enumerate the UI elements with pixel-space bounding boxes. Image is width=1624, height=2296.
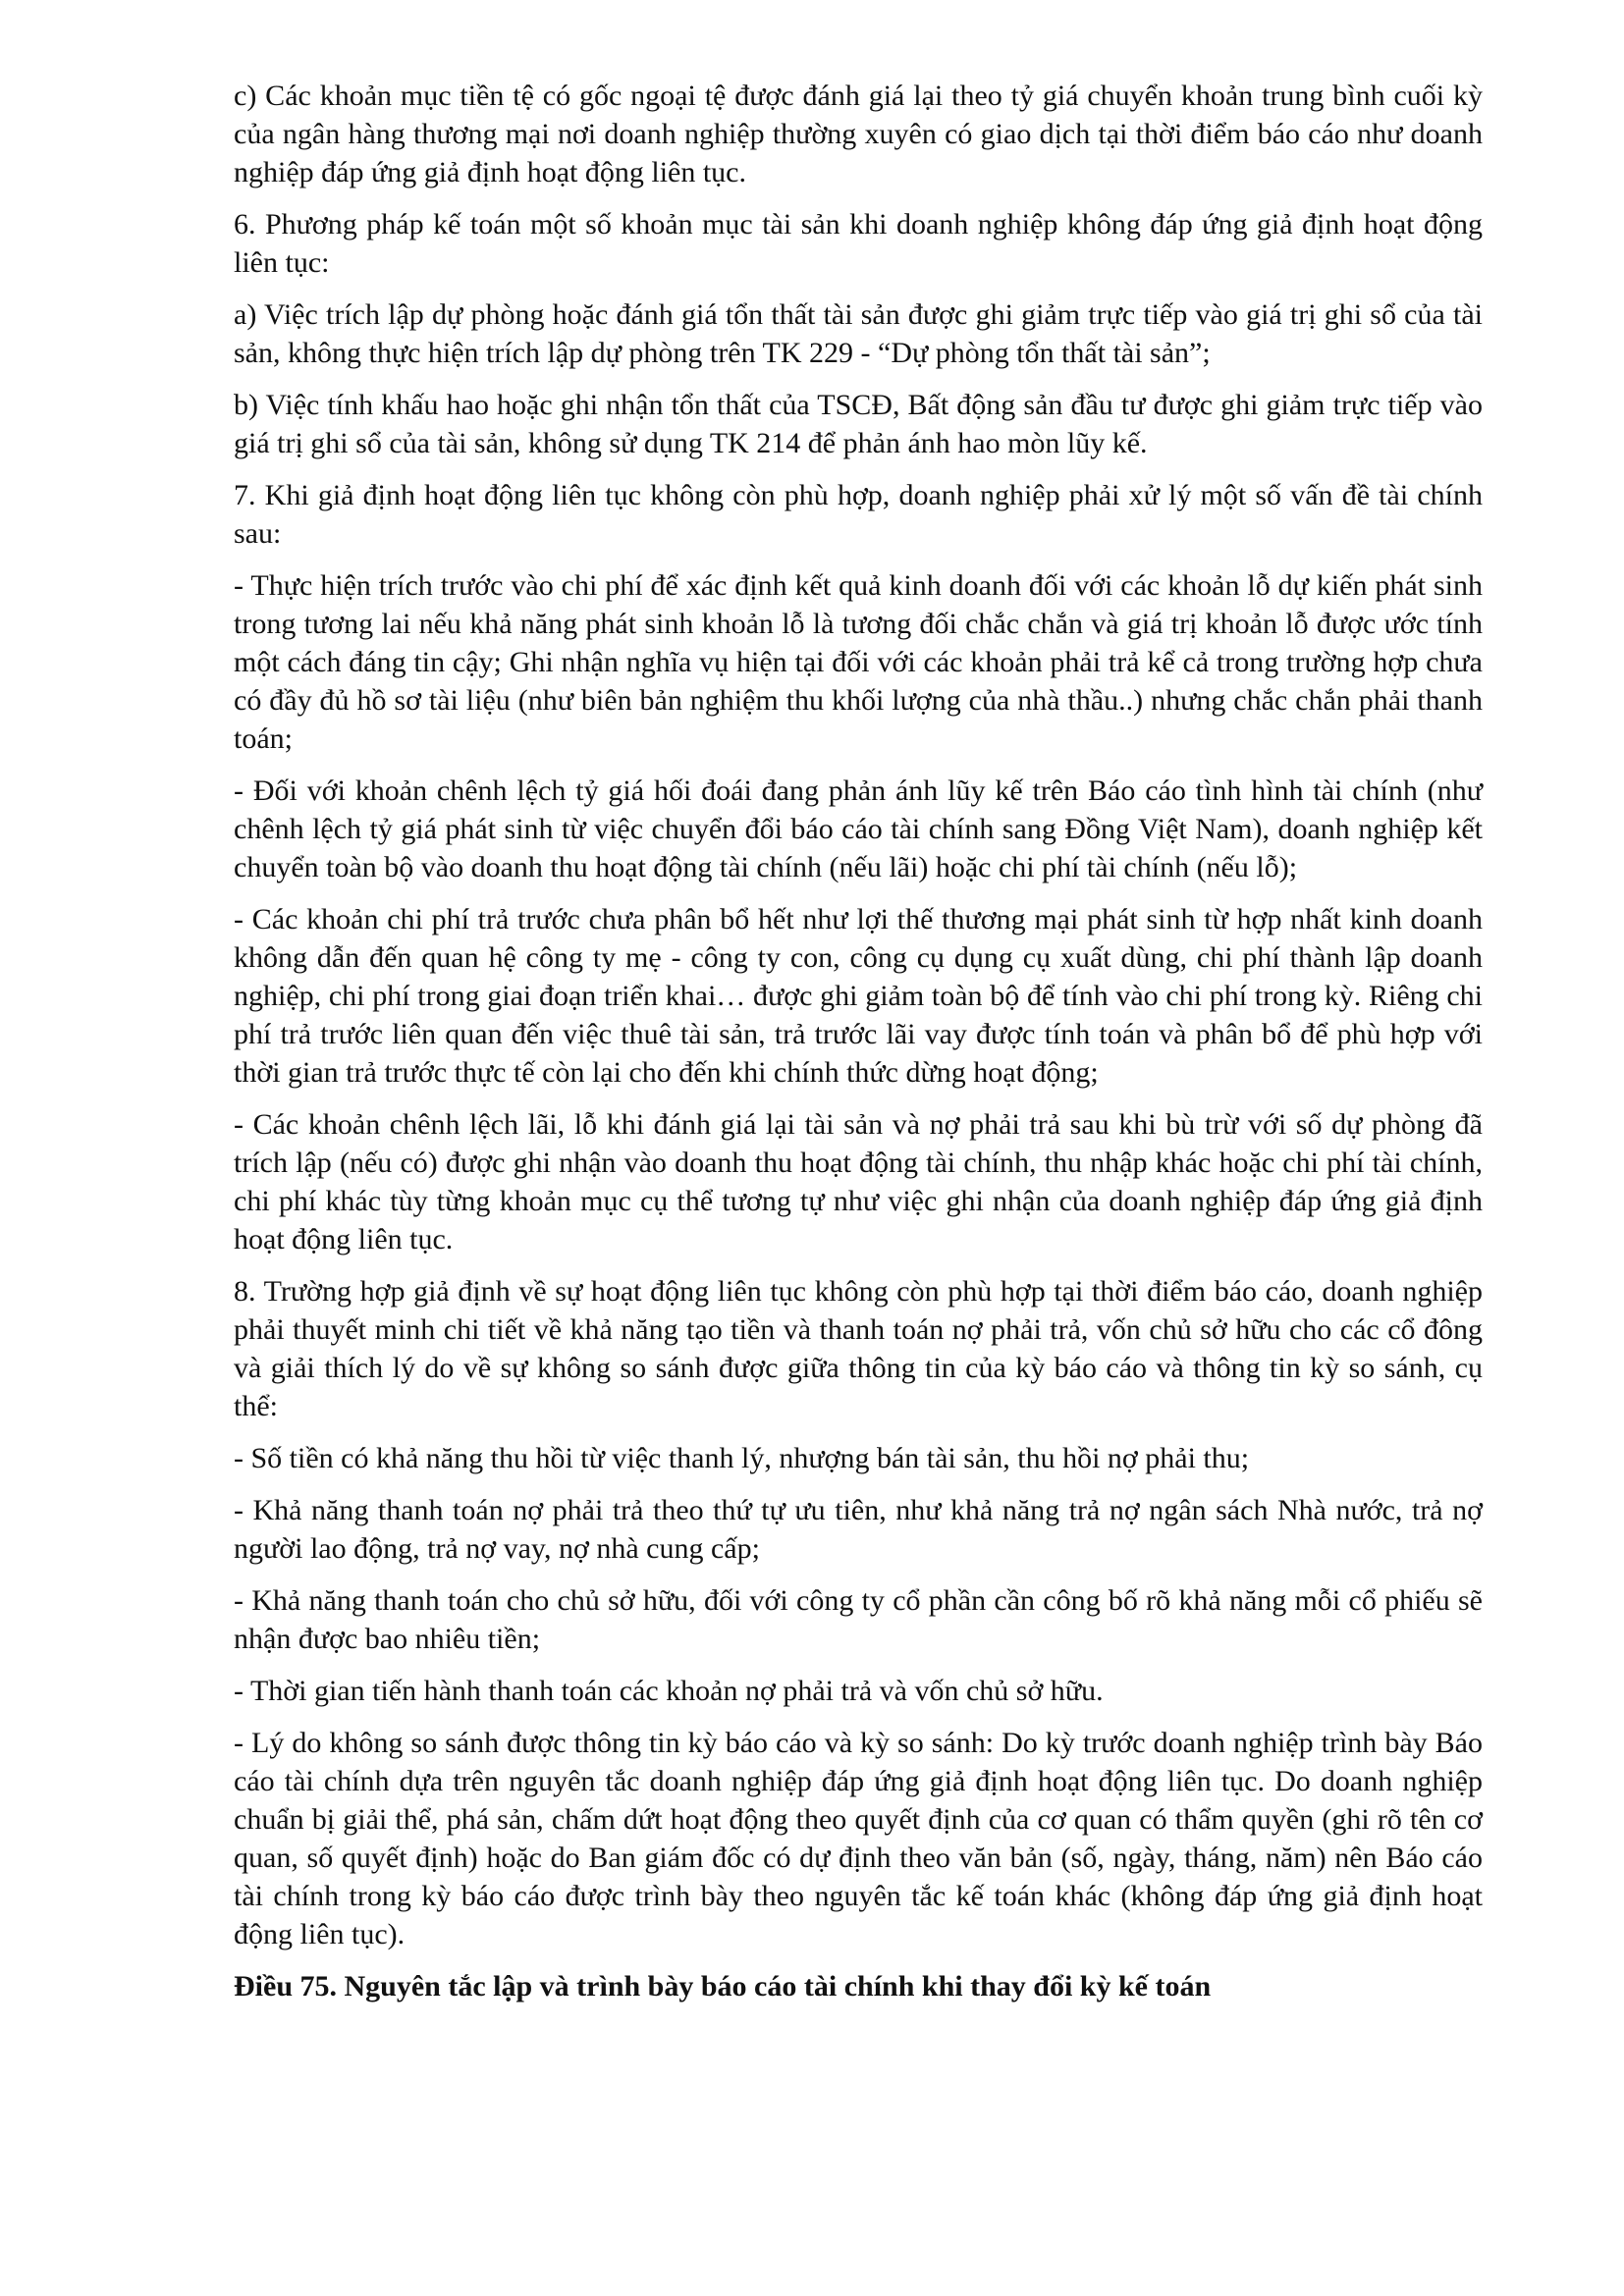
paragraph-bullet-payment-time: - Thời gian tiến hành thanh toán các khoản nợ phải trả và vốn chủ sở hữu. [234,1675,1104,1707]
paragraph-bullet-prepaid-expenses: - Các khoản chi phí trả trước chưa phân bổ hết như lợi thế thương mại phát sinh từ hợp nhất kinh doanh không dẫn đến quan hệ công ty mẹ - công ty con, công cụ dụng cụ xuất dùng, chi phí thành lập doanh nghiệp, chi phí trong giai đoạn triển khai… được ghi giảm toàn bộ để tính vào chi phí trong kỳ. Riêng chi phí trả trước liên quan đến việc thuê tài sản, trả trước lãi vay được tính toán và phân bổ để phù hợp với thời gian trả trước thực tế còn lại cho đến khi chính thức dừng hoạt động; [234,903,1483,1089]
paragraph-bullet-payment-priority: - Khả năng thanh toán nợ phải trả theo thứ tự ưu tiên, như khả năng trả nợ ngân sách Nhà nước, trả nợ người lao động, trả nợ vay, nợ nhà cung cấp; [234,1494,1483,1565]
paragraph-bullet-accrued-losses: - Thực hiện trích trước vào chi phí để xác định kết quả kinh doanh đối với các khoản lỗ dự kiến phát sinh trong tương lai nếu khả năng phát sinh khoản lỗ là tương đối chắc chắn và giá trị khoản lỗ được ước tính một cách đáng tin cậy; Ghi nhận nghĩa vụ hiện tại đối với các khoản phải trả kể cả trong trường hợp chưa có đầy đủ hồ sơ tài liệu (như biên bản nghiệm thu khối lượng của nhà thầu..) nhưng chắc chắn phải thanh toán; [234,569,1483,755]
paragraph-bullet-recoverable-amount: - Số tiền có khả năng thu hồi từ việc thanh lý, nhượng bán tài sản, thu hồi nợ phải thu; [234,1442,1250,1474]
paragraph-clause-6: 6. Phương pháp kế toán một số khoản mục tài sản khi doanh nghiệp không đáp ứng giả định hoạt động liên tục: [234,208,1483,279]
paragraph-clause-7: 7. Khi giả định hoạt động liên tục không còn phù hợp, doanh nghiệp phải xử lý một số vấn đề tài chính sau: [234,479,1483,550]
paragraph-item-a-provision: a) Việc trích lập dự phòng hoặc đánh giá tổn thất tài sản được ghi giảm trực tiếp vào giá trị ghi sổ của tài sản, không thực hiện trích lập dự phòng trên TK 229 - “Dự phòng tổn thất tài sản”; [234,298,1483,369]
paragraph-clause-8: 8. Trường hợp giả định về sự hoạt động liên tục không còn phù hợp tại thời điểm báo cáo, doanh nghiệp phải thuyết minh chi tiết về khả năng tạo tiền và thanh toán nợ phải trả, vốn chủ sở hữu cho các cổ đông và giải thích lý do về sự không so sánh được giữa thông tin của kỳ báo cáo và thông tin kỳ so sánh, cụ thể: [234,1275,1483,1422]
paragraph-bullet-comparability-reason: - Lý do không so sánh được thông tin kỳ báo cáo và kỳ so sánh: Do kỳ trước doanh nghiệp trình bày Báo cáo tài chính dựa trên nguyên tắc doanh nghiệp đáp ứng giả định hoạt động liên tục. Do doanh nghiệp chuẩn bị giải thể, phá sản, chấm dứt hoạt động theo quyết định của cơ quan có thẩm quyền (ghi rõ tên cơ quan, số quyết định) hoặc do Ban giám đốc có dự định theo văn bản (số, ngày, tháng, năm) nên Báo cáo tài chính trong kỳ báo cáo được trình bày theo nguyên tắc kế toán khác (không đáp ứng giả định hoạt động liên tục). [234,1727,1483,1950]
paragraph-bullet-exchange-difference: - Đối với khoản chênh lệch tỷ giá hối đoái đang phản ánh lũy kế trên Báo cáo tình hình tài chính (như chênh lệch tỷ giá phát sinh từ việc chuyển đổi báo cáo tài chính sang Đồng Việt Nam), doanh nghiệp kết chuyển toàn bộ vào doanh thu hoạt động tài chính (nếu lãi) hoặc chi phí tài chính (nếu lỗ); [234,774,1483,883]
paragraph-item-b-depreciation: b) Việc tính khấu hao hoặc ghi nhận tổn thất của TSCĐ, Bất động sản đầu tư được ghi giảm trực tiếp vào giá trị ghi sổ của tài sản, không sử dụng TK 214 để phản ánh hao mòn lũy kế. [234,389,1483,459]
paragraph-bullet-revaluation: - Các khoản chênh lệch lãi, lỗ khi đánh giá lại tài sản và nợ phải trả sau khi bù trừ với số dự phòng đã trích lập (nếu có) được ghi nhận vào doanh thu hoạt động tài chính, thu nhập khác hoặc chi phí tài chính, chi phí khác tùy từng khoản mục cụ thể tương tự như việc ghi nhận của doanh nghiệp đáp ứng giả định hoạt động liên tục. [234,1108,1483,1255]
paragraph-bullet-owner-payment: - Khả năng thanh toán cho chủ sở hữu, đối với công ty cổ phần cần công bố rõ khả năng mỗi cổ phiếu sẽ nhận được bao nhiêu tiền; [234,1584,1483,1655]
article-75-heading: Điều 75. Nguyên tắc lập và trình bày báo cáo tài chính khi thay đổi kỳ kế toán [234,1970,1212,2002]
document-page [234,77,1483,2005]
paragraph-item-c-foreign-currency: c) Các khoản mục tiền tệ có gốc ngoại tệ được đánh giá lại theo tỷ giá chuyển khoản trung bình cuối kỳ của ngân hàng thương mại nơi doanh nghiệp thường xuyên có giao dịch tại thời điểm báo cáo như doanh nghiệp đáp ứng giả định hoạt động liên tục. [234,80,1483,188]
